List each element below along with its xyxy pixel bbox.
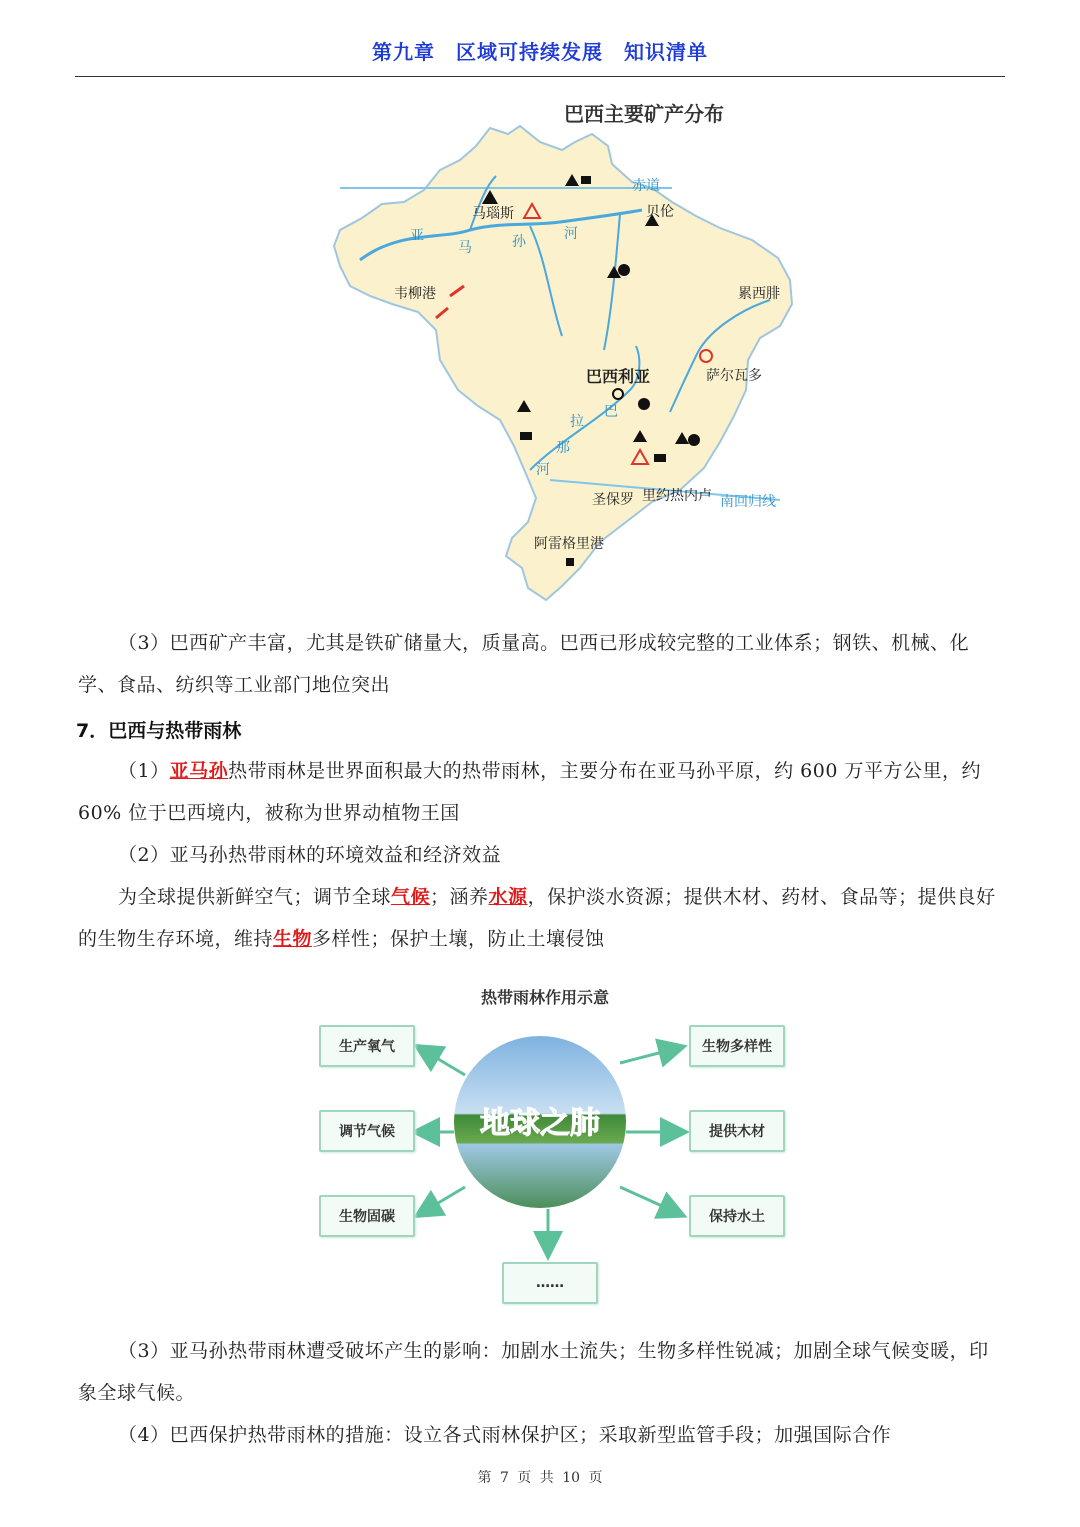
box-carbon-fixation: 生物固碳: [319, 1195, 415, 1237]
box-regulate-climate: 调节气候: [319, 1110, 415, 1152]
label-recife: 累西腓: [738, 286, 780, 302]
label-manaus: 马瑙斯: [472, 206, 514, 222]
keyword-amazon: 亚马孙: [169, 760, 229, 782]
label-amazon-4: 河: [564, 226, 578, 242]
header-divider: [75, 76, 1005, 77]
box-biodiversity: 生物多样性: [689, 1025, 785, 1067]
keyword-water: 水源: [488, 886, 528, 908]
brazil-landmass: [334, 126, 792, 600]
label-equator: 赤道: [632, 178, 660, 194]
label-salvador: 萨尔瓦多: [706, 368, 762, 384]
keyword-climate: 气候: [391, 886, 431, 908]
page-footer: 第 7 页 共 10 页: [477, 1470, 603, 1486]
arrow-to-biodiversity: [620, 1047, 682, 1063]
box-soil-water: 保持水土: [689, 1195, 785, 1237]
paragraph-rainforest-1: [78, 750, 1008, 834]
brazil-mineral-map: [300, 90, 840, 620]
benefits-part-2: ；涵养: [430, 886, 489, 908]
benefits-part-4: 多样性；保护土壤，防止土壤侵蚀: [312, 928, 605, 950]
benefits-part-3: ，保护淡水资源；提供木材、药材、食品等；提供良好的生物生存环境，维持: [78, 886, 996, 950]
label-sao-paulo: 圣保罗: [592, 492, 634, 508]
box-produce-oxygen: 生产氧气: [319, 1025, 415, 1067]
keyword-biology: 生物: [273, 928, 313, 950]
earth-lung-label: 地球之肺: [480, 1106, 600, 1141]
box-provide-timber: 提供木材: [689, 1110, 785, 1152]
arrow-to-carbon: [418, 1187, 465, 1215]
map-title: 巴西主要矿产分布: [564, 102, 724, 126]
figure-title: 热带雨林作用示意: [480, 988, 609, 1007]
label-rio: 里约热内卢: [642, 488, 712, 504]
paragraph-benefits: [78, 876, 1008, 960]
arrow-to-oxygen: [418, 1047, 465, 1075]
arrow-to-soil: [620, 1187, 682, 1215]
paragraph-rainforest-2: （2）亚马孙热带雨林的环境效益和经济效益: [118, 844, 502, 866]
label-amazon-2: 马: [458, 240, 472, 256]
box-more: ……: [502, 1262, 598, 1304]
page-header-title: 第九章 区域可持续发展 知识清单: [372, 40, 708, 64]
r1-prefix: （1）: [118, 760, 170, 782]
benefits-part-1: 为全球提供新鲜空气；调节全球: [118, 886, 392, 908]
label-tropic: 南回归线: [720, 494, 776, 510]
label-parana-2: 巴: [604, 404, 618, 420]
label-brasilia: 巴西利亚: [586, 367, 651, 386]
paragraph-rainforest-4: （4）巴西保护热带雨林的措施：设立各式雨林保护区；采取新型监管手段；加强国际合作: [118, 1424, 892, 1446]
label-amazon-1: 亚: [410, 228, 424, 244]
label-parana-1: 拉: [570, 414, 584, 430]
paragraph-rainforest-3: （3）亚马孙热带雨林遭受破坏产生的影响：加剧水土流失；生物多样性锐减；加剧全球气候变暖，印象全球气候。: [78, 1340, 989, 1404]
label-porto-alegre: 阿雷格里港: [534, 536, 604, 552]
section-heading-7: 7．巴西与热带雨林: [76, 720, 242, 742]
label-belem: 贝伦: [646, 204, 674, 220]
label-amazon-3: 孙: [512, 234, 526, 250]
label-parana-4: 河: [536, 462, 550, 478]
paragraph-brazil-industry: （3）巴西矿产丰富，尤其是铁矿储量大，质量高。巴西已形成较完整的工业体系；钢铁、机械、化学、食品、纺织等工业部门地位突出: [78, 632, 970, 696]
label-parana-3: 那: [556, 440, 570, 456]
label-porto-velho: 韦柳港: [394, 286, 436, 302]
r1-rest: 热带雨林是世界面积最大的热带雨林，主要分布在亚马孙平原，约 600 万平方公里，约 60% 位于巴西境内，被称为世界动植物王国: [78, 760, 981, 824]
